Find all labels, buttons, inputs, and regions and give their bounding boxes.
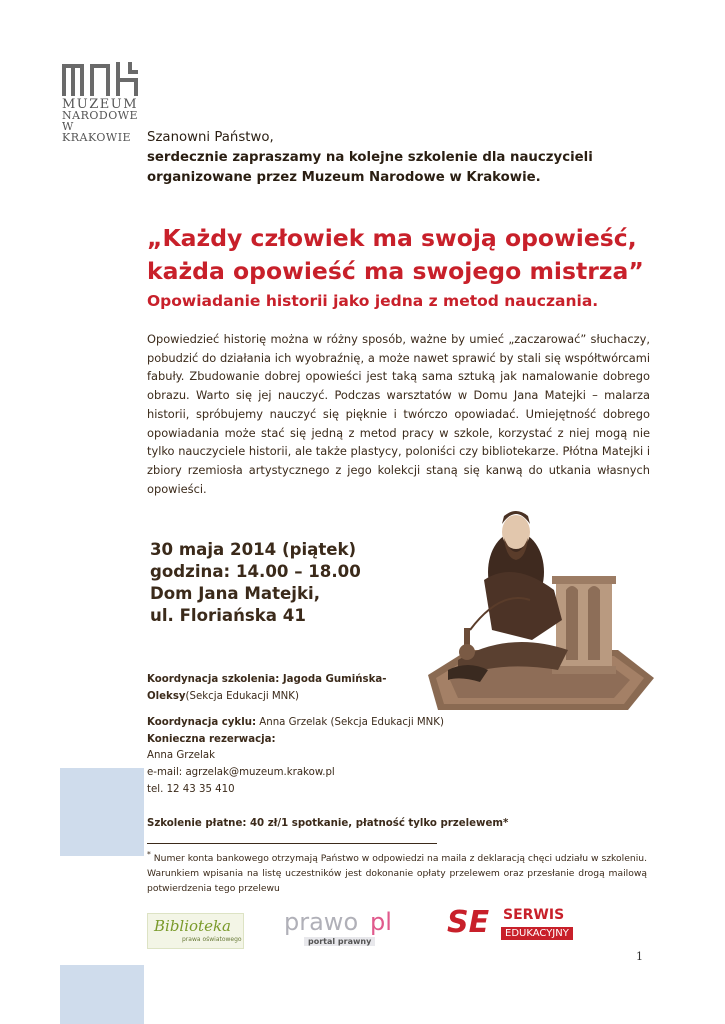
logo-line-3: W KRAKOWIE <box>62 120 132 144</box>
prawo-pl-logo: prawo pl portal prawny <box>284 908 392 946</box>
cycle-coordination: Koordynacja cyklu: Anna Grzelak (Sekcja Edukacji MNK) <box>147 717 444 729</box>
decor-square <box>60 768 144 856</box>
coordination-label: Koordynacja szkolenia: Jagoda Gumińska- <box>147 674 387 685</box>
footnote: * Numer konta bankowego otrzymają Państwo w odpowiedzi na maila z deklaracją chęci udziału w szkoleniu. Warunkiem wpisania na listę uczestników jest dokonanie opłaty przelewem oraz przesłanie drogą mailową potwierdzenia tego przelewu <box>147 850 647 894</box>
title-line-1: „Każdy człowiek ma swoją opowieść, <box>147 224 637 252</box>
event-time: godzina: 14.00 – 18.00 <box>150 562 361 581</box>
footnote-divider <box>147 843 437 844</box>
greeting <box>147 128 652 188</box>
contact-info <box>147 672 497 798</box>
contact-email[interactable]: e-mail: agrzelak@muzeum.krakow.pl <box>147 766 335 778</box>
event-address: ul. Floriańska 41 <box>150 606 306 625</box>
salutation: Szanowni Państwo, <box>147 130 274 145</box>
museum-logo <box>62 62 140 143</box>
contact-name: Anna Grzelak <box>147 750 216 762</box>
event-place: Dom Jana Matejki, <box>150 584 321 603</box>
decor-square <box>60 965 144 1024</box>
title-line-2: każda opowieść ma swojego mistrza” <box>147 257 644 285</box>
contact-phone: tel. 12 43 35 410 <box>147 783 235 795</box>
event-details <box>150 539 410 627</box>
page-number: 1 <box>636 950 643 963</box>
mnk-logo-icon <box>62 62 140 96</box>
event-title <box>147 222 667 288</box>
logo-line-1: MUZEUM <box>62 97 139 112</box>
invitation-line-1: serdecznie zapraszamy na kolejne szkolenie dla nauczycieli <box>147 150 593 165</box>
event-subtitle: Opowiadanie historii jako jedna z metod nauczania. <box>147 292 599 310</box>
coordination-name: Oleksy(Sekcja Edukacji MNK) <box>147 690 299 702</box>
serwis-edukacyjny-logo: SE SERWIS EDUKACYJNY <box>447 905 577 949</box>
event-date: 30 maja 2014 (piątek) <box>150 540 357 559</box>
biblioteka-logo: Biblioteka prawa oświatowego <box>147 913 244 949</box>
reservation-label: Konieczna rezerwacja: <box>147 733 276 745</box>
logo-line-2: NARODOWE <box>62 109 139 122</box>
invitation-line-2: organizowane przez Muzeum Narodowe w Krakowie. <box>147 170 541 185</box>
description-paragraph: Opowiedzieć historię można w różny sposób, ważne by umieć „zaczarować” słuchaczy, pobudzić do działania ich wyobraźnię, a może nawet sprawić by stali się współtwórcami fabuły. Zbudowanie dobrej opowieści jest taką sama sztuką jak namalowanie dobrego obrazu. Warto się jej nauczyć. Podczas warsztatów w Domu Jana Matejki – malarza historii, spróbujemy nauczyć się pięknie i twórczo opowiadać. Umiejętność dobrego opowiadania może stać się jedną z metod pracy w szkole, korzystać z niej mogą nie tylko nauczyciele historii, ale także plastycy, poloniści czy bibliotekarze. Płótna Matejki i zbiory rzemiosła artystycznego z jego kolekcji staną się kanwą do utkania własnych opowieści. <box>147 332 650 496</box>
fee-info: Szkolenie płatne: 40 zł/1 spotkanie, płatność tylko przelewem* <box>147 818 509 829</box>
sponsor-logos <box>147 903 587 953</box>
